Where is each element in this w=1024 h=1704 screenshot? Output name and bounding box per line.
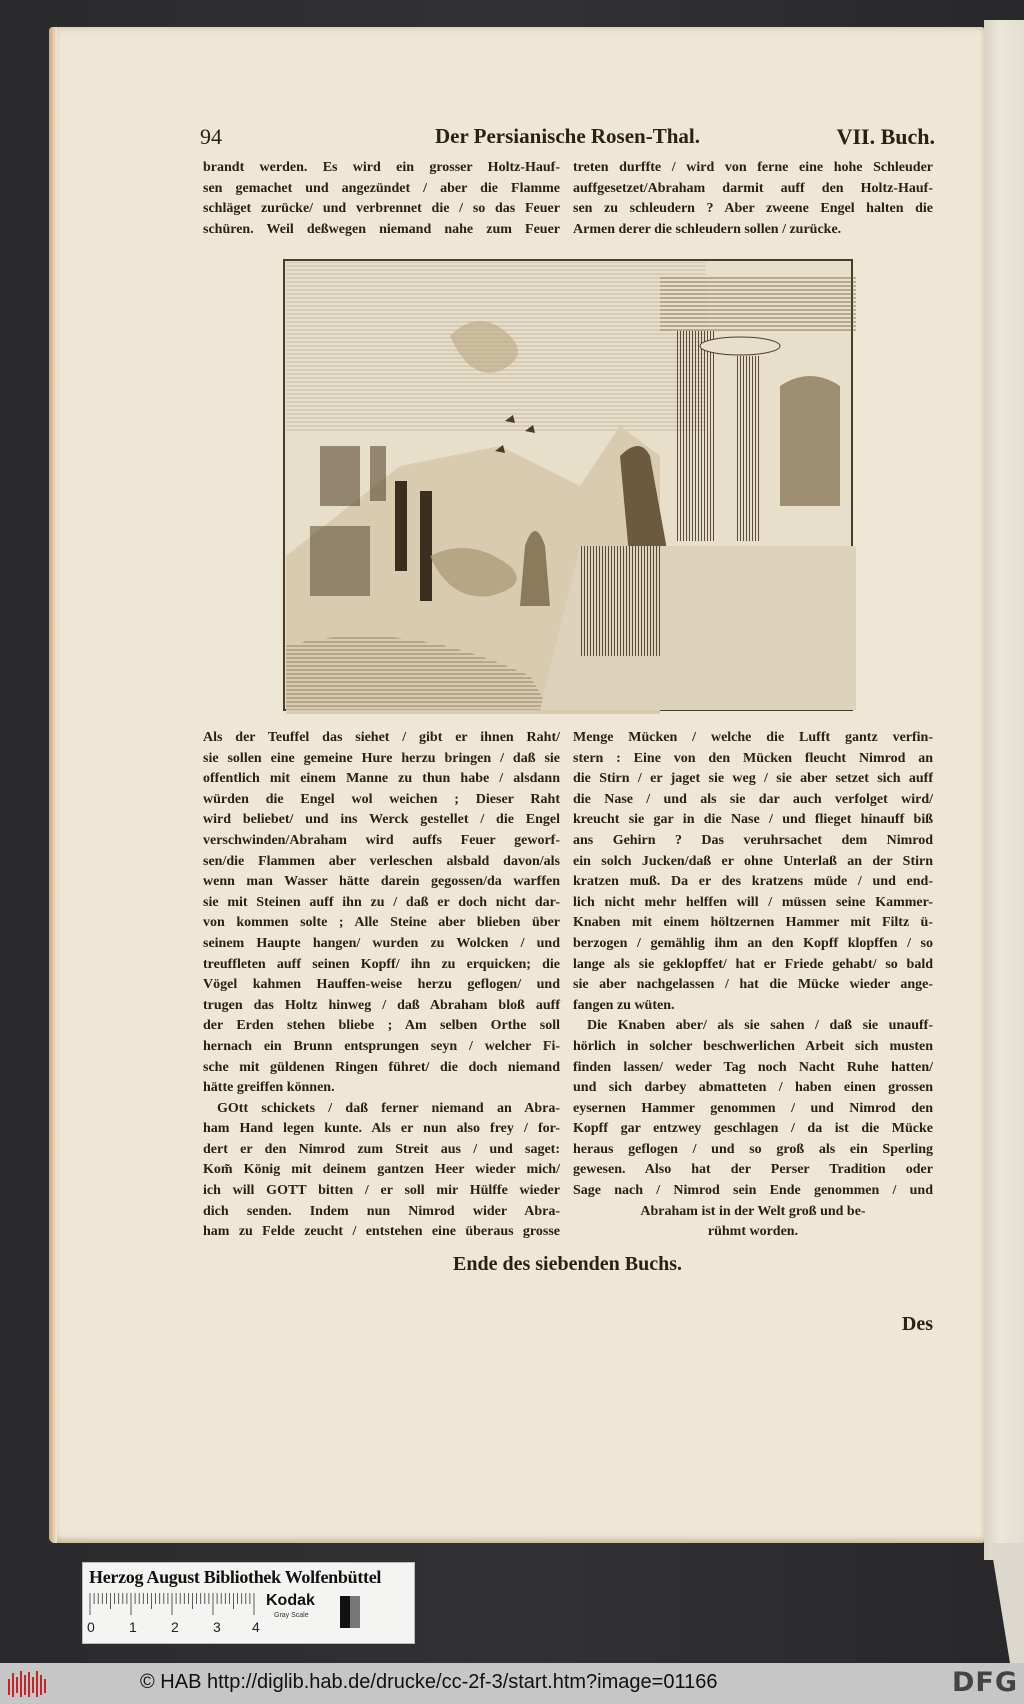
top-right-column <box>573 158 933 240</box>
text-line: hörlich in solcher beschwerlichen Arbeit sich musten <box>573 1038 933 1054</box>
gray-swatch <box>340 1596 360 1628</box>
text-line: die Stirn / er jaget sie weg / sie aber setzet sich auff <box>573 771 933 787</box>
text-line: gewesen. Also hat der Perser Tradition oder <box>573 1162 933 1178</box>
footer-bar <box>0 1663 1024 1704</box>
text-line: Vögel kahmen Hauffen-weise herzu geflogen/ und <box>203 977 560 993</box>
text-line: heraus geflogen / und so groß als ein Sperling <box>573 1141 933 1157</box>
ruler-number: 4 <box>252 1619 260 1635</box>
enthroned-figure <box>780 376 840 506</box>
hab-logo-icon <box>6 1669 48 1699</box>
post <box>395 481 407 571</box>
page-number: 94 <box>200 124 222 149</box>
text-line: lange als sie geklopffet/ hat er Friede gehabt/ so bald <box>573 956 933 972</box>
body-right-column <box>573 728 933 1243</box>
text-line: wenn man Wasser hätte darein gegossen/da warffen <box>203 874 560 890</box>
text-line: stern : Eine von den Mücken fleucht Nimrod an <box>573 750 933 766</box>
ruler-number: 3 <box>213 1619 221 1635</box>
text-line: Sage nach / Nimrod sein Ende genommen / und <box>573 1183 933 1199</box>
text-line: trugen das Holtz hinweg / daß Abraham bloß auff <box>203 997 560 1013</box>
text-line: Kom̃ König mit deinem gantzen Heer wieder mich/ <box>203 1162 560 1178</box>
text-line: sen/die Flammen aber verleschen alsbald davon/als <box>203 853 560 869</box>
library-name: Herzog August Bibliothek Wolfenbüttel <box>89 1567 382 1587</box>
body-left-column <box>203 728 560 1243</box>
text-line: dich senden. Indem nun Nimrod wider Abra- <box>203 1203 560 1219</box>
text-line: berzogen / gemählig ihm an den Kopff klopffen / so <box>573 935 933 951</box>
text-line: verschwinden/Abraham wird auffs Feuer geworf- <box>203 832 560 848</box>
text-line: der Erden stehen bliebe ; Am selben Orthe soll <box>203 1018 560 1034</box>
text-line: ich will GOTT bitten / er soll mir Hülffe wieder <box>203 1183 560 1199</box>
text-line: Armen derer die schleudern sollen / zurücke. <box>573 221 842 237</box>
text-line: rühmt worden. <box>707 1224 799 1240</box>
column <box>735 356 761 541</box>
text-line: brandt werden. Es wird ein grosser Holtz-Hauf- <box>203 160 560 175</box>
text-line: auffgesetzet/Abraham darmit auff den Holtz-Hauf- <box>573 180 933 196</box>
text-line: sie aber nachgelassen / hat die Mücke wieder ange- <box>573 977 933 993</box>
text-line: Abraham ist in der Welt groß und be- <box>640 1203 866 1219</box>
text-line: von kommen solte ; Alle Steine aber blieben über <box>203 915 560 931</box>
next-page-edge <box>984 20 1024 1560</box>
text-line: schläget zurücke/ und verbrennet die / so das Feuer <box>203 201 560 217</box>
text-line: kreucht sie gar in die Nase / und flieget hinauff biß <box>573 812 933 828</box>
text-line: die Nase / und als sie dar auch verfolget wird/ <box>573 791 933 807</box>
text-line: kratzen muß. Da er des kratzens müde / und end- <box>573 874 933 890</box>
text-line: hernach ein Brunn entsprungen seyn / welcher Fi- <box>203 1038 560 1054</box>
text-line: treuffleten auff seinen Kopff/ ihn zu erquicken; die <box>203 956 560 972</box>
text-line: hätte greiffen können. <box>203 1080 335 1096</box>
text-line: sen gemachet und angezündet / aber die Flamme <box>203 180 560 196</box>
copyright-url[interactable]: © HAB http://diglib.hab.de/drucke/cc-2f-3/start.htm?image=01166 <box>140 1671 718 1693</box>
text-line: sche mit güldenen Ringen führet/ die doch niemand <box>203 1059 560 1075</box>
inscription-cartouche <box>700 337 780 355</box>
text-line: sie mit Steinen auff ihn zu / daß er doch nicht dar- <box>203 894 560 910</box>
top-left-column <box>203 158 560 240</box>
text-line: dert er den Nimrod zum Streit aus / und saget: <box>203 1141 560 1157</box>
text-line: wird beliebet/ und ins Werck gestellet / die Engel <box>203 812 560 828</box>
text-line: Die Knaben aber/ als sie sahen / daß sie unauff- <box>587 1018 933 1034</box>
text-line: GOtt schickets / daß ferner niemand an Abra- <box>217 1100 560 1116</box>
text-line: Kopff gar entzwey geschlagen / da ist die Mücke <box>573 1121 933 1137</box>
book-number: VII. Buch. <box>836 124 935 149</box>
text-line: sen zu schleudern ? Aber zweene Engel halten die <box>573 201 933 217</box>
steps <box>580 546 660 656</box>
post <box>420 491 432 601</box>
ruler-number: 0 <box>87 1619 95 1635</box>
dfg-logo: DFG <box>951 1667 1018 1698</box>
engraving-illustration <box>280 256 856 714</box>
text-line: finden lassen/ weder Tag noch Nacht Ruhe hatten/ <box>573 1059 933 1075</box>
gray-scale-label: Gray Scale <box>274 1612 309 1619</box>
text-line: lich nicht mehr helffen will / müssen seine Kammer- <box>573 894 933 910</box>
text-line: seinem Haupte hangen/ wurden zu Wolcken / und <box>203 935 560 951</box>
text-line: ans Gehirn ? Das veruhrsachet dem Nimrod <box>573 832 933 848</box>
text-line: offentlich mit einem Manne zu thun habe / alsdann <box>203 771 560 787</box>
color-calibration-card <box>82 1562 415 1644</box>
column <box>675 331 715 541</box>
catchword: Des <box>901 1313 933 1335</box>
text-line: schüren. Weil deßwegen niemand nahe zum Feuer <box>203 221 560 237</box>
running-header <box>200 124 935 152</box>
text-line: ham zu Felde zeucht / entstehen eine überaus grosse <box>203 1224 560 1240</box>
kodak-brand: Kodak <box>266 1592 315 1609</box>
running-title: Der Persianische Rosen-Thal. <box>434 124 700 148</box>
temple-roof <box>660 276 856 331</box>
text-line: ein solch Jucken/daß er ohne Unterlaß an der Stirn <box>573 853 933 869</box>
text-line: Knaben mit einem höltzernen Hammer mit Filtz ü- <box>573 915 933 931</box>
end-of-book-line: Ende des siebenden Buchs. <box>453 1253 682 1275</box>
text-line: würden die Engel wol weichen ; Dieser Raht <box>203 791 560 807</box>
text-line: ham Hand legen kunte. Als er nun also frey / for- <box>203 1121 560 1137</box>
text-line: treten durffte / wird von ferne eine hohe Schleuder <box>573 160 933 175</box>
text-line: und sich darbey abmatteten / haben einen grossen <box>573 1080 933 1096</box>
ruler-number: 1 <box>129 1619 137 1635</box>
text-line: Menge Mücken / welche die Lufft gantz verfin- <box>573 730 933 745</box>
ruler-scale <box>88 1593 256 1615</box>
ruler-number: 2 <box>171 1619 179 1635</box>
text-line: fangen zu wüten. <box>573 997 675 1013</box>
text-line: sie sollen eine gemeine Hure herzu bringen / daß sie <box>203 750 560 766</box>
text-line: Als der Teuffel das siehet / gibt er ihnen Raht/ <box>203 730 560 745</box>
text-line: eysernen Hammer genommen / und Nimrod den <box>573 1100 933 1116</box>
